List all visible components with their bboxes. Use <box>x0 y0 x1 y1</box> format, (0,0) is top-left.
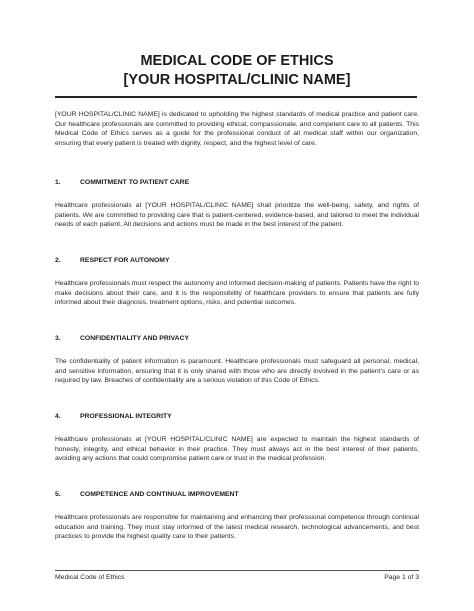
intro-paragraph: [YOUR HOSPITAL/CLINIC NAME] is dedicated to upholding the highest standards of medical practice and patient care. Our healthcare professionals are committed to providing ethical, compassionate, and competent care to all patients. This Medical Code of Ethics serves as a guide for the professional conduct of all medical staff within our organization, ensuring that every patient is treated with dignity, respect, and the highest level of care. <box>55 111 419 147</box>
footer-document-name: Medical Code of Ethics <box>55 574 125 581</box>
footer-page-number: Page 1 of 3 <box>384 574 419 581</box>
section-heading <box>55 412 419 421</box>
section-paragraph: Healthcare professionals at [YOUR HOSPITAL/CLINIC NAME] are expected to maintain the highest standards of honesty, integrity, and ethical behavior in their practice. They must always act in the best interest of their patients, avoiding any actions that could compromise patient care or trust in the medical profession. <box>55 436 419 463</box>
section-title: RESPECT FOR AUTONOMY <box>80 257 170 264</box>
section-paragraph: Healthcare professionals at [YOUR HOSPITAL/CLINIC NAME] shall prioritize the well-being, safety, and rights of patients. We are committed to providing care that is patient-centered, evidence-based, and tailored to meet the individual needs of each patient. All decisions and actions must be made in the best interest of the patient. <box>55 202 419 229</box>
section-number: 2. <box>55 257 61 264</box>
document-title: MEDICAL CODE OF ETHICS <box>140 53 334 69</box>
section-title: COMMITMENT TO PATIENT CARE <box>80 179 190 186</box>
section-number: 3. <box>55 335 61 342</box>
section-heading <box>55 490 419 499</box>
document-subtitle: [YOUR HOSPITAL/CLINIC NAME] <box>123 72 351 88</box>
section-title: CONFIDENTIALITY AND PRIVACY <box>80 335 190 342</box>
section-number: 4. <box>55 413 61 420</box>
section-title: PROFESSIONAL INTEGRITY <box>80 413 172 420</box>
section-heading <box>55 178 419 187</box>
section-heading <box>55 334 419 343</box>
section-paragraph: Healthcare professionals must respect the autonomy and informed decision-making of patients. Patients have the right to make decisions about their care, and it is the responsibility of healthcare providers to ensure that patients are fully informed about their diagnosis, treatment options, risks, and potential outcomes. <box>55 280 419 307</box>
section-number: 5. <box>55 491 61 498</box>
footer-divider <box>55 570 419 571</box>
section-title: COMPETENCE AND CONTINUAL IMPROVEMENT <box>80 491 239 498</box>
section-paragraph: Healthcare professionals are responsible for maintaining and enhancing their professional competence through continual education and training. They must stay informed of the latest medical research, technological advancements, and best practices to provide the highest quality care to their patients. <box>55 514 419 541</box>
title-divider <box>55 96 417 98</box>
section-number: 1. <box>55 179 61 186</box>
section-heading <box>55 256 419 265</box>
section-paragraph: The confidentiality of patient information is paramount. Healthcare professionals must safeguard all personal, medical, and sensitive information, ensuring that it is only shared with those who are directly involved in the patient’s care or as required by law. Breaches of confidentiality are a serious violation of this Code of Ethics. <box>55 358 419 385</box>
